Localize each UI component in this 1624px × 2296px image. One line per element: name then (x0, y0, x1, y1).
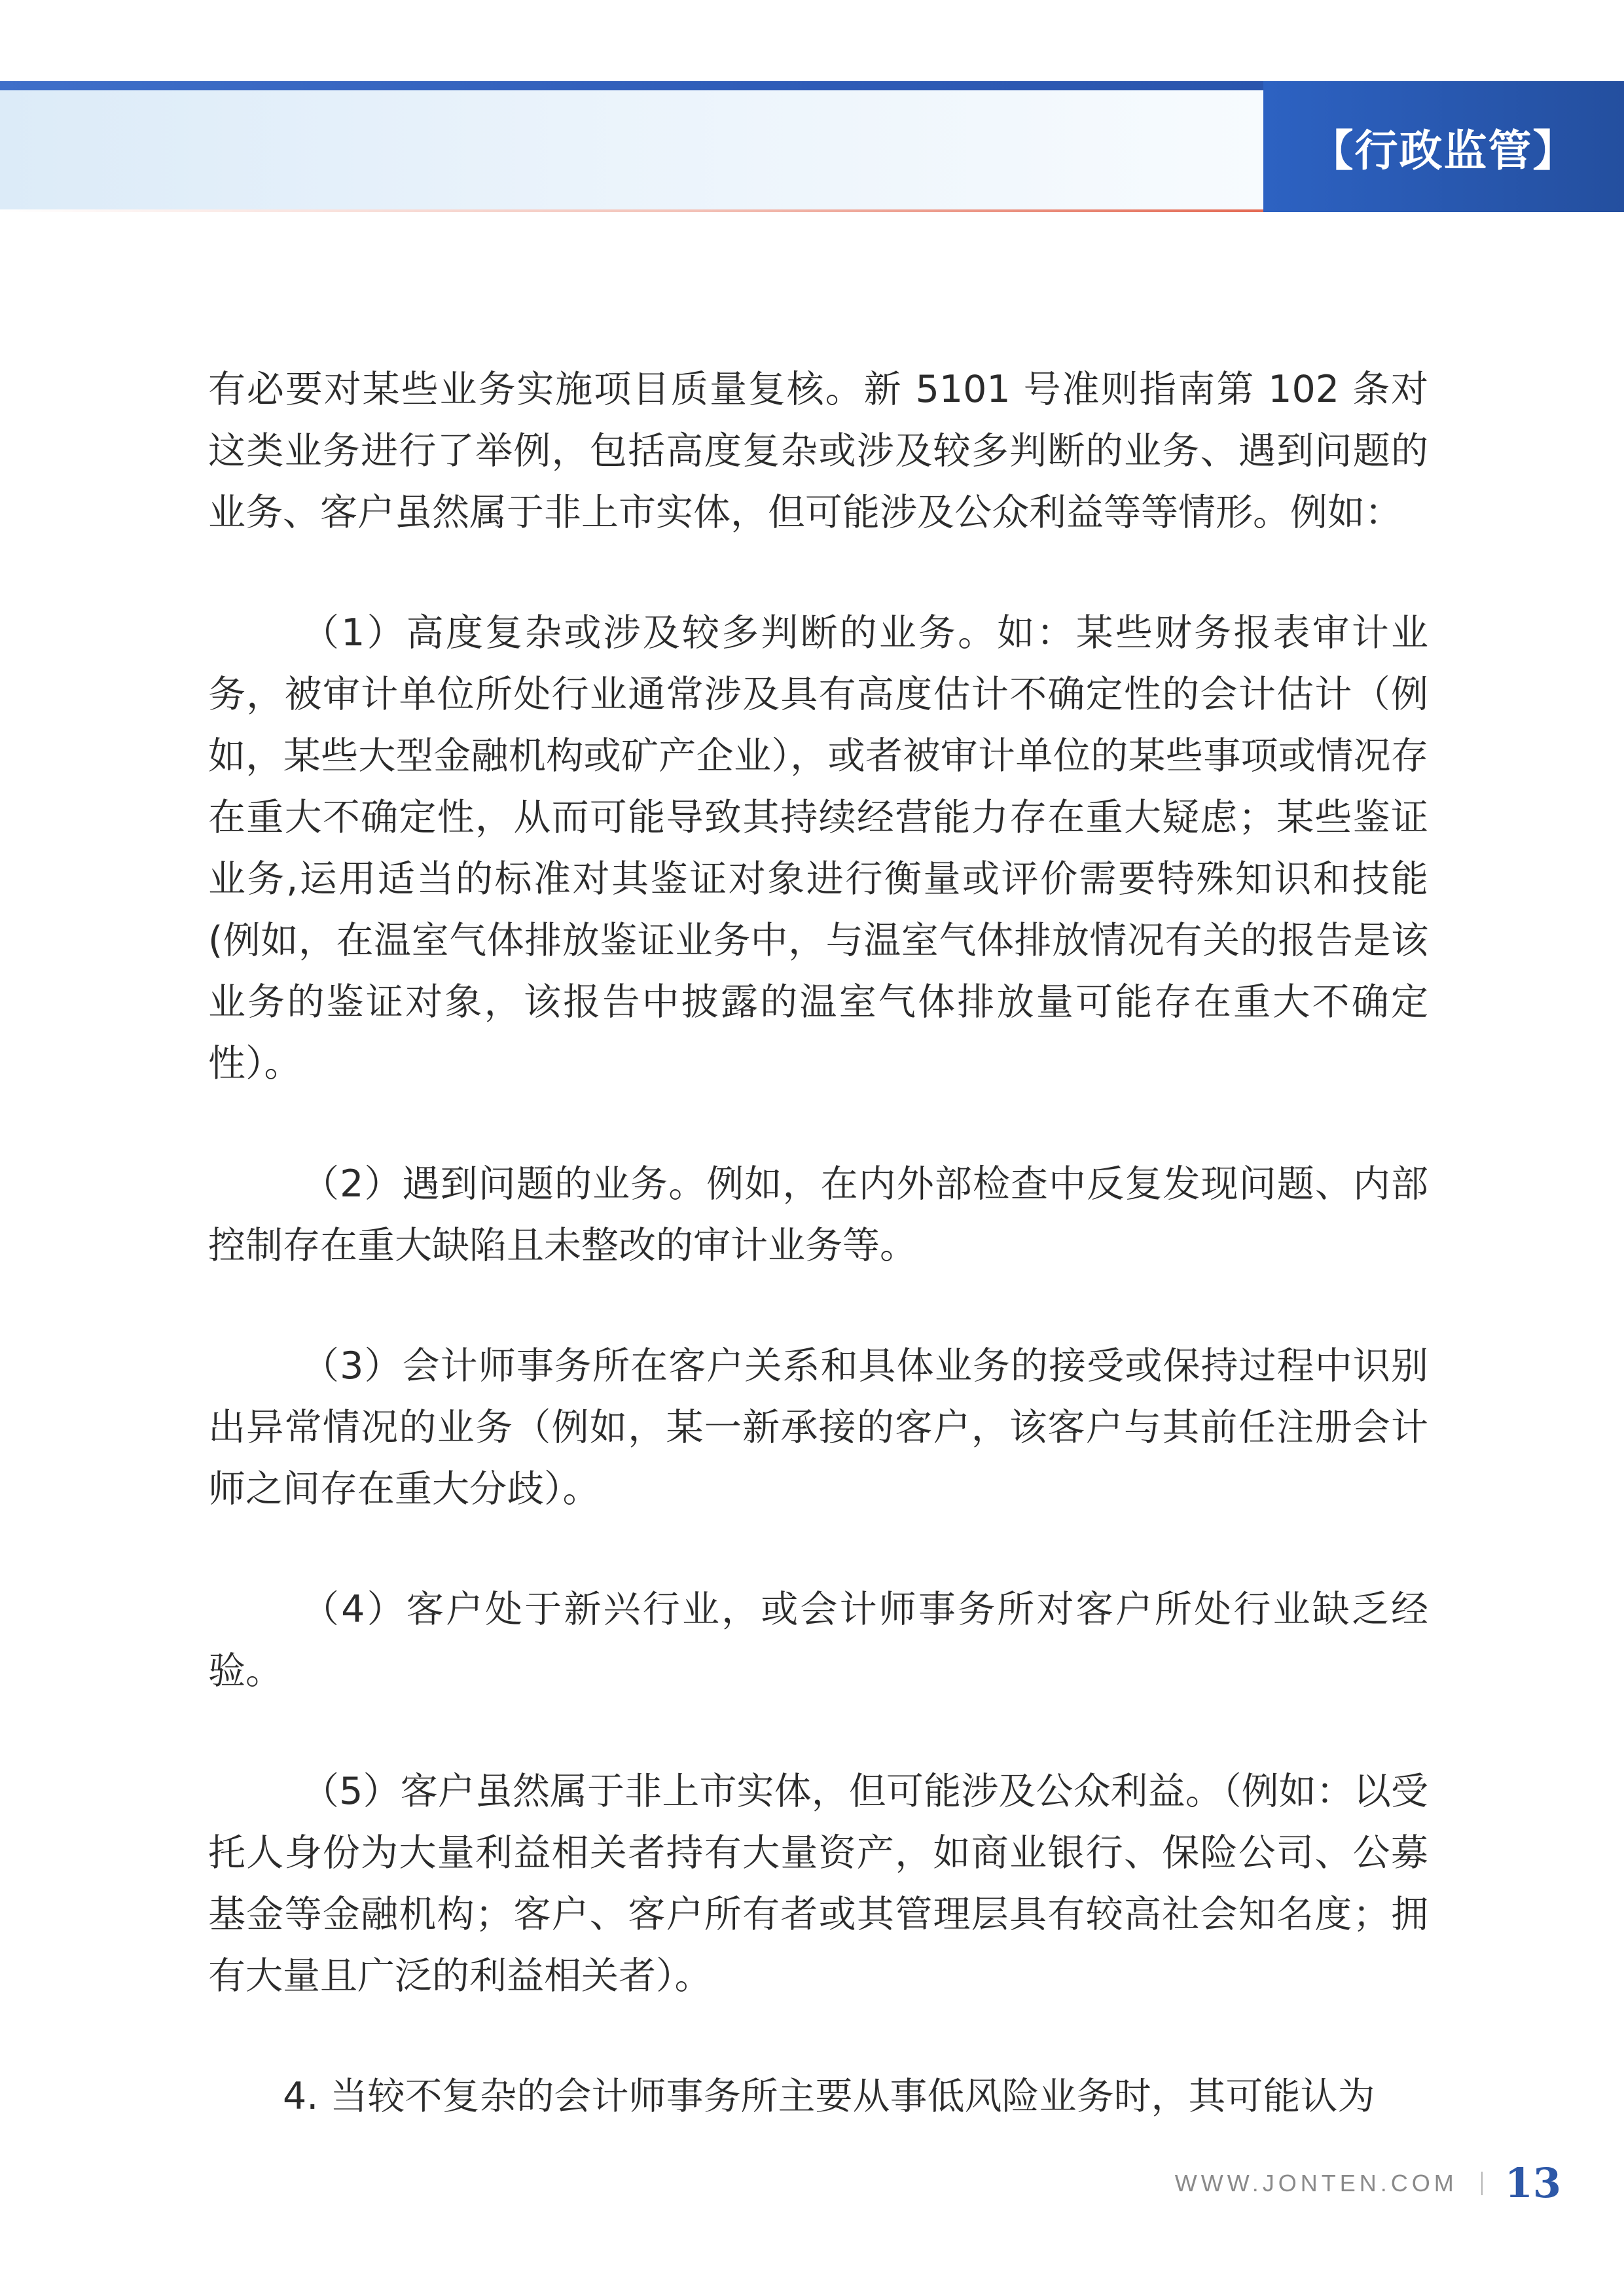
footer-website: WWW.JONTEN.COM (1174, 2169, 1458, 2197)
paragraph-item-2: （2）遇到问题的业务。例如，在内外部检查中反复发现问题、内部控制存在重大缺陷且未整改的审计业务等。 (208, 1162, 1428, 1267)
paragraph-item-1: （1）高度复杂或涉及较多判断的业务。如：某些财务报表审计业务，被审计单位所处行业通常涉及具有高度估计不确定性的会计估计（例如，某些大型金融机构或矿产企业），或者被审计单位的某些事项或情况存在重大不确定性，从而可能导致其持续经营能力存在重大疑虑；某些鉴证业务,运用适当的标准对其鉴证对象进行衡量或评价需要特殊知识和技能(例如，在温室气体排放鉴证业务中，与温室气体排放情况有关的报告是该业务的鉴证对象，该报告中披露的温室气体排放量可能存在重大不确定性）。 (208, 611, 1428, 1085)
page-footer (1175, 2159, 1561, 2207)
header-underline (0, 209, 1263, 212)
paragraph-intro: 有必要对某些业务实施项目质量复核。新 5101 号准则指南第 102 条对这类业务进行了举例，包括高度复杂或涉及较多判断的业务、遇到问题的业务、客户虽然属于非上市实体，但可能涉及公众利益等等情形。例如： (208, 368, 1428, 534)
article-body (208, 359, 1428, 2186)
footer-divider (1481, 2172, 1483, 2195)
paragraph-item-4: （4）客户处于新兴行业，或会计师事务所对客户所处行业缺乏经验。 (208, 1588, 1428, 1693)
page-number: 13 (1504, 2159, 1561, 2207)
header-band (0, 90, 1263, 212)
section-tag-label: 【行政监管】 (1310, 124, 1578, 176)
paragraph-item-5: （5）客户虽然属于非上市实体，但可能涉及公众利益。（例如：以受托人身份为大量利益相关者持有大量资产，如商业银行、保险公司、公募基金等金融机构；客户、客户所有者或其管理层具有较高社会知名度；拥有大量且广泛的利益相关者）。 (208, 1770, 1428, 1998)
header-top-rule (0, 81, 1263, 90)
section-tag (1263, 81, 1624, 212)
paragraph-item-3: （3）会计师事务所在客户关系和具体业务的接受或保持过程中识别出异常情况的业务（例如，某一新承接的客户，该客户与其前任注册会计师之间存在重大分歧）。 (208, 1344, 1428, 1511)
paragraph-point-4: 4. 当较不复杂的会计师事务所主要从事低风险业务时，其可能认为 (283, 2075, 1375, 2118)
